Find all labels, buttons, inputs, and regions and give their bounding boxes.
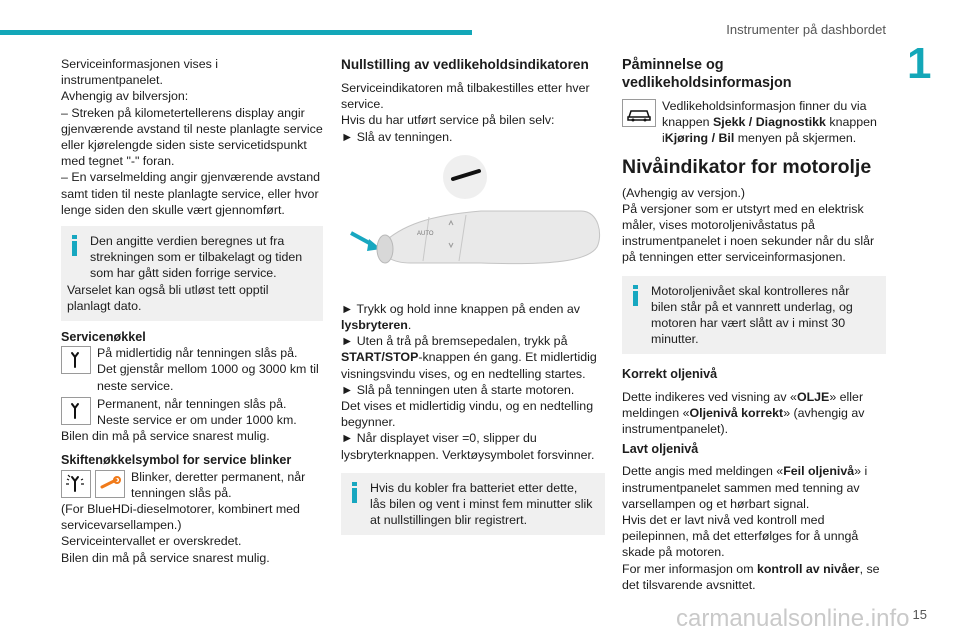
info-icon <box>72 235 78 257</box>
paragraph: På midlertidig når tenningen slås på. <box>97 346 298 361</box>
wrench-icon <box>61 397 91 425</box>
info-note <box>341 473 605 536</box>
paragraph: Dette indikeres ved visning av «OLJE» eller meldingen «Oljenivå korrekt» (avhengig av instrumentpanelet). <box>622 389 865 437</box>
chapter-number: 1 <box>907 39 932 88</box>
watermark: carmanualsonline.info <box>676 605 910 632</box>
paragraph: Dette angis med meldingen «Feil oljenivå» i instrumentpanelet sammen med tenning av varsellampen og et hørbart signal. <box>622 464 868 511</box>
paragraph: Blinker, deretter permanent, når tenningen slås på. <box>131 469 306 500</box>
auto-label: AUTO <box>417 230 434 237</box>
paragraph: Hvis du har utført service på bilen selv: <box>341 113 555 128</box>
page-number: 15 <box>912 607 927 622</box>
note-text: Varselet kan også bli utløst tett opptil planlagt dato. <box>67 282 269 313</box>
info-note <box>61 226 323 321</box>
section-title: Instrumenter på dashbordet <box>726 22 886 37</box>
paragraph: På versjoner som er utstyrt med en elektrisk måler, vises motoroljenivåstatus på instrumentpanelet i noen sekunder når du slår på tenningen etter serviceinformasjonen. <box>622 201 875 265</box>
paragraph: (Avhengig av versjon.) <box>622 185 746 200</box>
paragraph: Serviceinformasjonen vises i instrumentpanelet. <box>61 57 219 88</box>
column-left <box>61 56 323 566</box>
paragraph: Avhengig av bilversjon: <box>61 89 189 104</box>
correct-heading: Korrekt oljenivå <box>622 367 718 382</box>
service-key-item <box>61 396 323 445</box>
info-icon <box>352 482 358 504</box>
column-right <box>622 56 886 593</box>
car-wrench-icon <box>622 99 656 127</box>
paragraph: Hvis det er lavt nivå ved kontroll med peilepinnen, må det etterfølges for å unngå skade på motoren. <box>622 513 859 560</box>
paragraph: Det gjenstår mellom 1000 og 3000 km til neste service. <box>97 362 319 393</box>
flashing-item <box>61 469 323 566</box>
low-heading: Lavt oljenivå <box>622 442 699 457</box>
column-middle <box>341 56 605 543</box>
paragraph: ► Slå på tenningen uten å starte motoren. <box>341 382 575 397</box>
flashing-wrench-icon <box>61 470 91 498</box>
paragraph: – Streken på kilometertellerens display angir gjenværende avstand til neste planlagte service eller kjørelengde siden siste servicetidspunkt med tegnet "-" foran. <box>61 105 323 169</box>
lighting-stalk-illustration <box>341 155 605 295</box>
paragraph: Serviceindikatoren må tilbakestilles etter hver service. <box>341 81 590 112</box>
service-key-heading: Servicenøkkel <box>61 330 146 345</box>
paragraph: (For BlueHDi-dieselmotorer, kombinert med servicevarsellampen.) <box>61 502 300 533</box>
paragraph: ► Når displayet viser =0, slipper du lysbryterknappen. Verktøysymbolet forsvinner. <box>341 431 595 462</box>
note-text: Motoroljenivået skal kontrolleres når bilen står på et vannrett underlag, og motoren har vært slått av i minst 30 minutter. <box>651 283 853 347</box>
paragraph: ► Slå av tenningen. <box>341 129 453 144</box>
note-text: Hvis du kobler fra batteriet etter dette, lås bilen og vent i minst fem minutter slik at nullstillingen blir registrert. <box>370 480 593 528</box>
header-accent-line <box>0 30 472 35</box>
wrench-icon <box>61 346 91 374</box>
paragraph: Det vises et midlertidig vindu, og en nedtelling begynner. <box>341 399 594 430</box>
paragraph: Serviceintervallet er overskredet. <box>61 534 242 549</box>
paragraph: For mer informasjon om kontroll av nivåer, se det tilsvarende avsnittet. <box>622 561 880 592</box>
service-key-item <box>61 345 323 394</box>
info-icon <box>633 285 639 307</box>
paragraph: Vedlikeholdsinformasjon finner du via knappen Sjekk / Diagnostikk knappen iKjøring / Bil menyen på skjermen. <box>662 99 877 146</box>
reset-heading: Nullstilling av vedlikeholdsindikatoren <box>341 57 589 72</box>
paragraph: Permanent, når tenningen slås på. <box>97 396 287 411</box>
reminder-heading: Påminnelse og vedlikeholdsinformasjon <box>622 57 792 91</box>
paragraph: Neste service er om under 1000 km. <box>97 413 297 428</box>
info-note <box>622 276 886 355</box>
paragraph: ► Trykk og hold inne knappen på enden av lysbryteren. <box>341 301 580 333</box>
paragraph: – En varselmelding angir gjenværende avstand samt tiden til neste planlagte service, eller hvor lenge siden den skulle vært gjennomført. <box>61 170 320 217</box>
oil-heading: Nivåindikator for motorolje <box>622 155 872 178</box>
paragraph: Bilen din må på service snarest mulig. <box>61 429 270 444</box>
paragraph: ► Uten å trå på bremsepedalen, trykk på START/STOP-knappen én gang. Et midlertidig visningsvindu vises, og en nedtelling startes. <box>341 334 597 381</box>
wrench-orange-icon <box>95 470 125 498</box>
reminder-item <box>622 98 886 147</box>
paragraph: Bilen din må på service snarest mulig. <box>61 550 270 565</box>
note-text: Den angitte verdien beregnes ut fra strekningen som er tilbakelagt og tiden som har gått siden forrige service. <box>90 234 303 281</box>
flashing-heading: Skiftenøkkelsymbol for service blinker <box>61 453 292 468</box>
